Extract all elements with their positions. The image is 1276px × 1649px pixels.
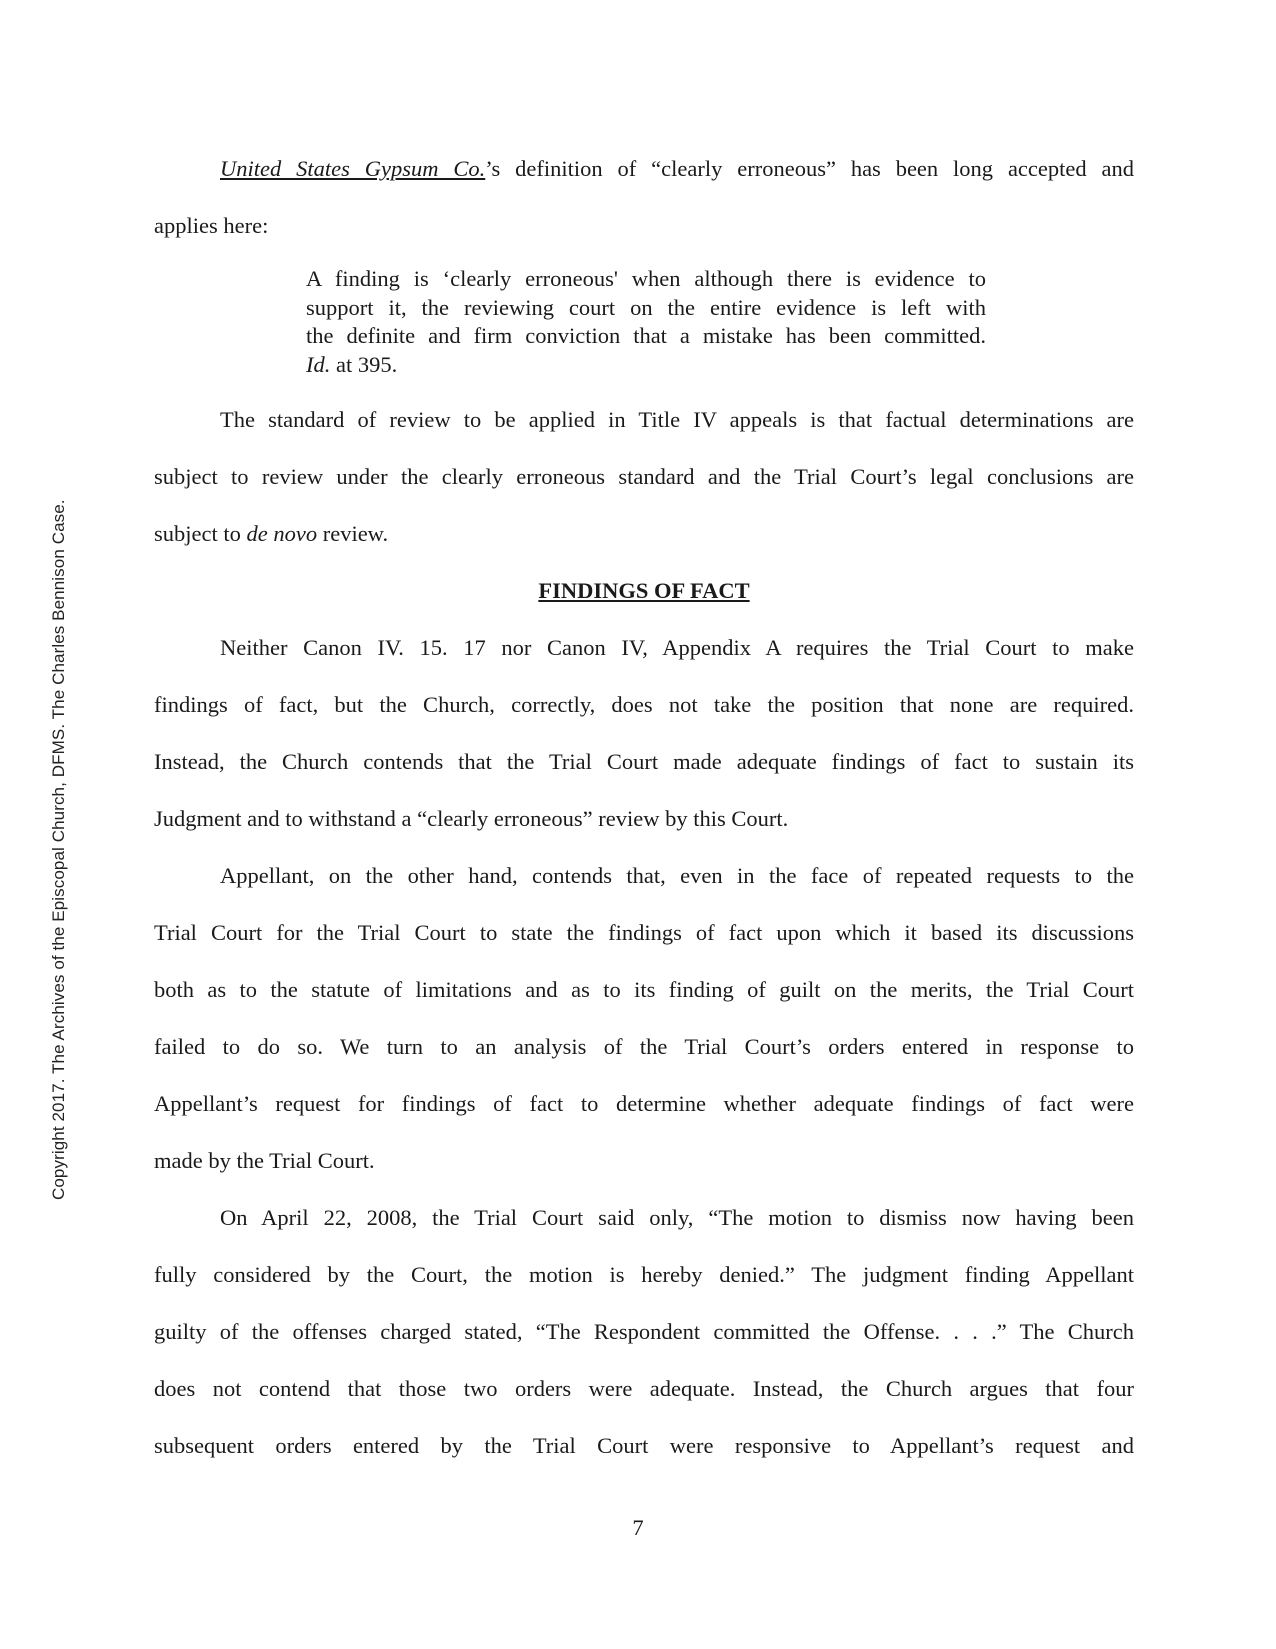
april-line-1: On April 22, 2008, the Trial Court said only, “The motion to dismiss now having been [220, 1205, 1134, 1230]
canon-paragraph [154, 619, 1134, 847]
appellant-line-1: Appellant, on the other hand, contends that, even in the face of repeated requests to the [220, 863, 1134, 888]
standard-of-review-paragraph [154, 391, 1134, 562]
canon-line-4: Judgment and to withstand a “clearly erroneous” review by this Court. [154, 806, 789, 831]
intro-line-2: applies here: [154, 213, 269, 238]
appellant-line-3: both as to the statute of limitations and as to its finding of guilt on the merits, the Trial Court [154, 977, 1134, 1002]
april-line-5: subsequent orders entered by the Trial Court were responsive to Appellant’s request and [154, 1433, 1134, 1458]
intro-paragraph [154, 140, 1134, 254]
april-order-paragraph [154, 1189, 1134, 1474]
quote-line-3: the definite and firm conviction that a mistake has been committed. [306, 323, 986, 348]
appellant-line-5: Appellant’s request for findings of fact to determine whether adequate findings of fact were [154, 1091, 1134, 1116]
standard-line-2: subject to review under the clearly erroneous standard and the Trial Court’s legal conclusions are [154, 464, 1134, 489]
standard-line-1: The standard of review to be applied in Title IV appeals is that factual determinations are [220, 407, 1134, 432]
canon-line-2: findings of fact, but the Church, correctly, does not take the position that none are required. [154, 692, 1134, 717]
april-line-4: does not contend that those two orders were adequate. Instead, the Church argues that four [154, 1376, 1134, 1401]
appellant-line-4: failed to do so. We turn to an analysis of the Trial Court’s orders entered in response to [154, 1034, 1134, 1059]
quote-citation: Id. at 395. [306, 351, 398, 377]
quote-line-2: support it, the reviewing court on the entire evidence is left with [306, 294, 986, 320]
quote-line-1: A finding is ‘clearly erroneous' when although there is evidence to [306, 266, 986, 291]
intro-line-1: United States Gypsum Co.’s definition of “clearly erroneous” has been long accepted and [220, 156, 1134, 181]
april-line-2: fully considered by the Court, the motion is hereby denied.” The judgment finding Appellant [154, 1262, 1134, 1287]
case-name: United States Gypsum Co. [220, 156, 486, 181]
appellant-line-6: made by the Trial Court. [154, 1148, 375, 1173]
canon-line-3: Instead, the Church contends that the Trial Court made adequate findings of fact to sustain its [154, 749, 1134, 774]
page-body [154, 140, 1134, 1474]
appellant-paragraph [154, 847, 1134, 1189]
standard-line-3: subject to de novo review. [154, 521, 389, 546]
section-heading: FINDINGS OF FACT [538, 578, 750, 603]
page-number: 7 [632, 1515, 644, 1540]
canon-line-1: Neither Canon IV. 15. 17 nor Canon IV, Appendix A requires the Trial Court to make [220, 635, 1134, 660]
appellant-line-2: Trial Court for the Trial Court to state the findings of fact upon which it based its discussions [154, 920, 1134, 945]
april-line-3: guilty of the offenses charged stated, “The Respondent committed the Offense. . . .” The Church [154, 1319, 1134, 1344]
copyright-side-note: Copyright 2017. The Archives of the Episcopal Church, DFMS. The Charles Bennison Case. [49, 499, 68, 1200]
block-quote [306, 265, 986, 379]
